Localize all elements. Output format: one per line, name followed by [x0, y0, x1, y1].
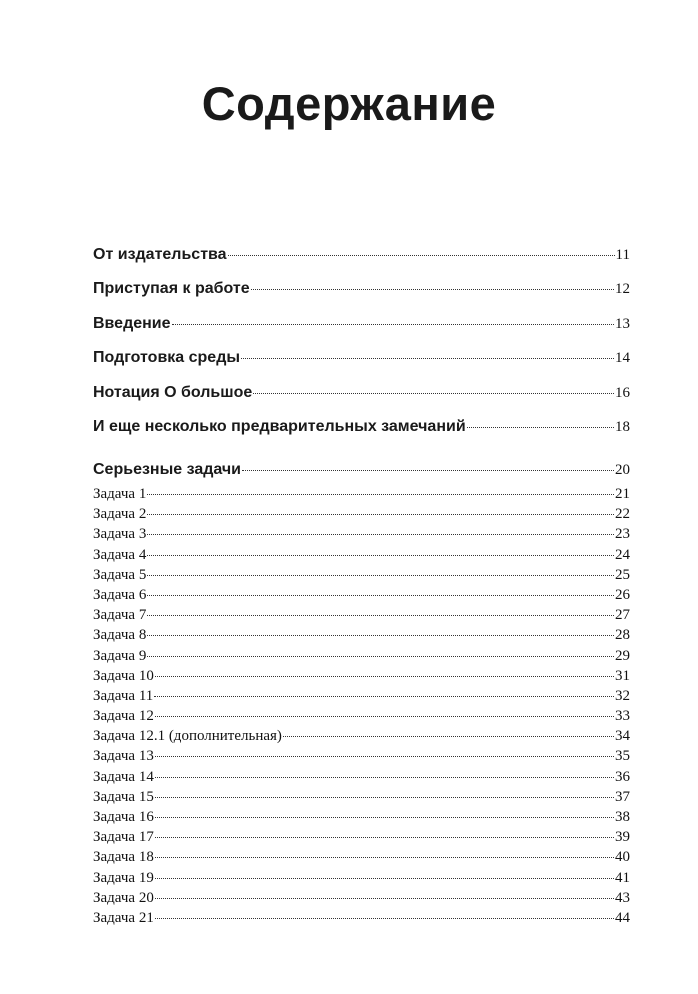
dot-leader — [253, 393, 614, 394]
dot-leader — [155, 878, 614, 879]
toc-entry-page: 44 — [615, 909, 630, 926]
dot-leader — [242, 470, 614, 471]
toc-entry[interactable] — [93, 908, 630, 928]
dot-leader — [147, 555, 614, 556]
toc-entry[interactable] — [93, 625, 630, 645]
toc-entry[interactable] — [93, 565, 630, 585]
toc-entry-page: 35 — [615, 748, 630, 765]
dot-leader — [147, 514, 614, 515]
toc-entry-page: 12 — [615, 281, 630, 298]
toc-entry-label: Задача 4 — [93, 546, 147, 563]
dot-leader — [147, 534, 614, 535]
dot-leader — [147, 575, 614, 576]
toc-entry-page: 29 — [615, 647, 630, 664]
toc-entry[interactable] — [93, 380, 630, 414]
toc-entry-page: 22 — [615, 506, 630, 523]
toc-section-heading[interactable] — [93, 460, 630, 484]
dot-leader — [155, 898, 614, 899]
toc-entry-page: 31 — [615, 667, 630, 684]
toc-entry-page: 28 — [615, 627, 630, 644]
toc-entry-label: Задача 20 — [93, 889, 154, 906]
toc-entry-page: 38 — [615, 809, 630, 825]
toc-entry-label: Задача 15 — [93, 788, 154, 805]
toc-entry-label: И еще несколько предварительных замечаний — [93, 417, 466, 435]
toc-entry-label: Задача 1 — [93, 486, 147, 502]
toc-entry-page: 18 — [615, 418, 630, 435]
dot-leader — [147, 615, 614, 616]
toc-entry-page: 26 — [615, 586, 630, 603]
toc-entry-label: От издательства — [93, 246, 227, 263]
toc-entry-label: Задача 18 — [93, 849, 154, 866]
toc-entry[interactable] — [93, 868, 630, 888]
dot-leader — [147, 656, 614, 657]
dot-leader — [147, 595, 614, 596]
toc-entry-page: 21 — [615, 486, 630, 502]
toc-entry-label: Задача 8 — [93, 627, 147, 644]
toc-entry[interactable] — [93, 726, 630, 746]
dot-leader — [155, 837, 614, 838]
dot-leader — [147, 635, 614, 636]
dot-leader — [228, 255, 615, 256]
toc-entry-page: 43 — [615, 889, 630, 906]
toc-entry[interactable] — [93, 706, 630, 726]
dot-leader — [155, 716, 614, 717]
toc-entry-label: Нотация O большое — [93, 383, 253, 401]
toc-entry-page: 24 — [615, 546, 630, 563]
toc-entry-label: Серьезные задачи — [93, 461, 242, 478]
dot-leader — [155, 857, 614, 858]
toc-entry-label: Задача 16 — [93, 809, 154, 825]
toc-entry-label: Задача 21 — [93, 909, 154, 926]
dot-leader — [283, 736, 614, 737]
toc-entry-label: Задача 17 — [93, 829, 154, 846]
toc-entry-label: Задача 10 — [93, 667, 154, 684]
toc-entry-label: Задача 7 — [93, 607, 147, 624]
toc-main-list — [93, 242, 630, 448]
toc-entry-page: 13 — [615, 315, 630, 332]
toc-entry-page: 20 — [615, 462, 630, 478]
dot-leader — [467, 427, 614, 428]
dot-leader — [155, 676, 614, 677]
dot-leader — [147, 494, 614, 495]
toc-entry-page: 34 — [615, 728, 630, 745]
toc-section-list — [93, 460, 630, 928]
toc-entry[interactable] — [93, 484, 630, 504]
toc-entry-label: Задача 12.1 (дополнительная) — [93, 728, 282, 745]
dot-leader — [154, 696, 614, 697]
toc-entry[interactable] — [93, 585, 630, 605]
dot-leader — [155, 918, 614, 919]
toc-entry-page: 36 — [615, 768, 630, 785]
toc-entry-page: 40 — [615, 849, 630, 866]
toc-entry-label: Задача 9 — [93, 647, 147, 664]
toc-entry-page: 27 — [615, 607, 630, 624]
toc-entry-label: Задача 13 — [93, 748, 154, 765]
toc-entry[interactable] — [93, 504, 630, 524]
toc-entry-label: Задача 3 — [93, 526, 147, 543]
toc-entry-page: 14 — [615, 350, 630, 367]
toc-entry-page: 33 — [615, 708, 630, 725]
dot-leader — [155, 817, 614, 818]
toc-entry[interactable] — [93, 276, 630, 310]
toc-entry[interactable] — [93, 524, 630, 544]
toc-entry-label: Задача 12 — [93, 708, 154, 725]
toc-entry[interactable] — [93, 311, 630, 345]
toc-entry-label: Задача 6 — [93, 586, 147, 603]
dot-leader — [251, 289, 614, 290]
dot-leader — [241, 358, 614, 359]
toc-entry[interactable] — [93, 686, 630, 706]
toc-entry-label: Задача 11 — [93, 687, 154, 704]
toc-entry[interactable] — [93, 605, 630, 625]
toc-entry-page: 25 — [615, 566, 630, 583]
toc-entry[interactable] — [93, 345, 630, 379]
toc-entry[interactable] — [93, 242, 630, 276]
toc-entry-page: 32 — [615, 687, 630, 704]
toc-entry-page: 23 — [615, 526, 630, 543]
toc-entry-label: Введение — [93, 314, 171, 332]
toc-entry[interactable] — [93, 746, 630, 766]
dot-leader — [172, 324, 614, 325]
toc-entry-label: Подготовка среды — [93, 349, 241, 367]
toc-entry[interactable] — [93, 888, 630, 908]
toc-entry[interactable] — [93, 807, 630, 827]
toc-entry-page: 39 — [615, 829, 630, 846]
toc-entry[interactable] — [93, 847, 630, 867]
dot-leader — [155, 797, 614, 798]
toc-entry[interactable] — [93, 787, 630, 807]
toc-entry[interactable] — [93, 646, 630, 666]
toc-entry-label: Задача 14 — [93, 768, 154, 785]
toc-entry-label: Задача 2 — [93, 506, 147, 523]
toc-entry-label: Задача 19 — [93, 869, 154, 886]
toc-entry[interactable] — [93, 666, 630, 686]
toc-entry-page: 37 — [615, 788, 630, 805]
dot-leader — [155, 756, 614, 757]
toc-entry-page: 16 — [615, 384, 630, 401]
toc-entry[interactable] — [93, 414, 630, 448]
toc-entry[interactable] — [93, 545, 630, 565]
toc-entry-page: 11 — [615, 247, 630, 263]
dot-leader — [155, 777, 614, 778]
toc-entry-label: Приступая к работе — [93, 280, 250, 298]
toc-entry[interactable] — [93, 767, 630, 787]
toc-entry-page: 41 — [615, 869, 630, 886]
toc-entry[interactable] — [93, 827, 630, 847]
toc-entry-label: Задача 5 — [93, 566, 147, 583]
page-title: Содержание — [201, 77, 497, 130]
